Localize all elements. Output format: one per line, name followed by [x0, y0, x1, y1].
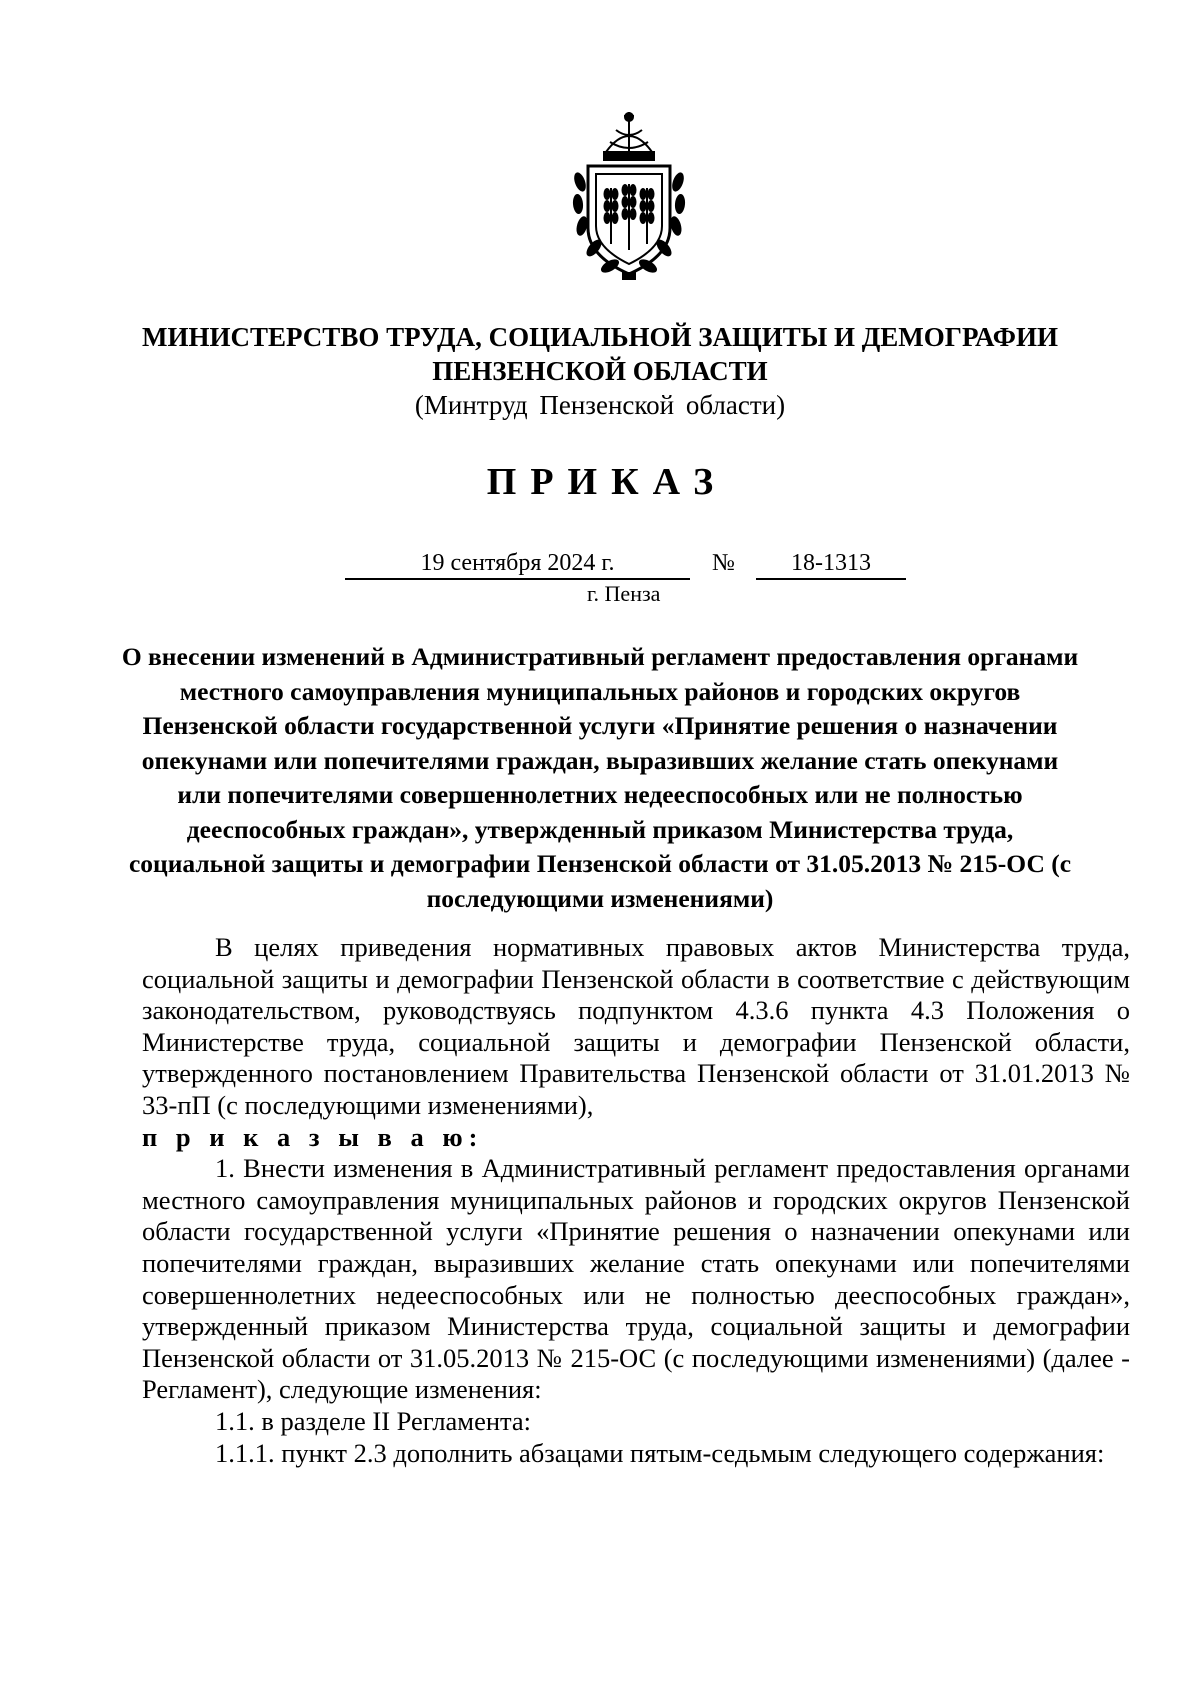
ministry-short-name: (Минтруд Пензенской области) — [414, 390, 786, 420]
item-1-paragraph: 1. Внести изменения в Административный регламент предоставления органами местного самоуправления муниципальных районов и городских округов Пензенской области государственной услуги «Принятие решения о назначении опекунами или попечителями граждан, выразивших желание стать опекунами или попечителями совершеннолетних недееспособных или не полностью дееспособных граждан», утвержденный приказом Министерства труда, социальной защиты и демографии Пензенской области от 31.05.2013 № 215-ОС (с последующими изменениями) (далее - Регламент), следующие изменения: — [142, 1153, 1130, 1405]
document-date: 19 сентября 2024 г. — [345, 548, 690, 580]
number-sign: № — [712, 550, 735, 576]
ministry-header — [0, 320, 1200, 422]
document-number: 18-1313 — [756, 548, 906, 580]
item-1-1-1-paragraph: 1.1.1. пункт 2.3 дополнить абзацами пятым-седьмым следующего содержания: — [215, 1437, 1105, 1468]
preamble-paragraph: В целях приведения нормативных правовых актов Министерства труда, социальной защиты и демографии Пензенской области в соответствие с действующим законодательством, руководствуясь подпунктом 4.3.6 пункта 4.3 Положения о Министерстве труда, социальной защиты и демографии Пензенской области, утвержденного постановлением Правительства Пензенской области от 31.01.2013 № 33-пП (с последующими изменениями), — [142, 932, 1130, 1120]
document-city: г. Пенза — [587, 581, 661, 606]
item-1-1-paragraph: 1.1. в разделе II Регламента: — [215, 1405, 532, 1436]
ministry-name-line2: ПЕНЗЕНСКОЙ ОБЛАСТИ — [432, 356, 768, 386]
document-type-title: ПРИКАЗ — [486, 461, 728, 503]
date-number-line — [0, 548, 1200, 582]
ministry-name-line1: МИНИСТЕРСТВО ТРУДА, СОЦИАЛЬНОЙ ЗАЩИТЫ И ДЕМОГРАФИИ — [141, 322, 1058, 352]
document-body — [142, 932, 1130, 1469]
penza-oblast-coat-of-arms-icon — [566, 110, 692, 284]
order-word: п р и к а з ы в а ю: — [142, 1121, 484, 1152]
document-subject-title: О внесении изменений в Административный регламент предоставления органами местного самоуправления муниципальных районов и городских округов Пензенской области государственной услуги «Принятие решения о назначении опекунами или попечителями граждан, выразивших желание стать опекунами или попечителями совершеннолетних недееспособных или не полностью дееспособных граждан», утвержденный приказом Министерства труда, социальной защиты и демографии Пензенской области от 31.05.2013 № 215-ОС (с последующими изменениями) — [121, 642, 1079, 913]
